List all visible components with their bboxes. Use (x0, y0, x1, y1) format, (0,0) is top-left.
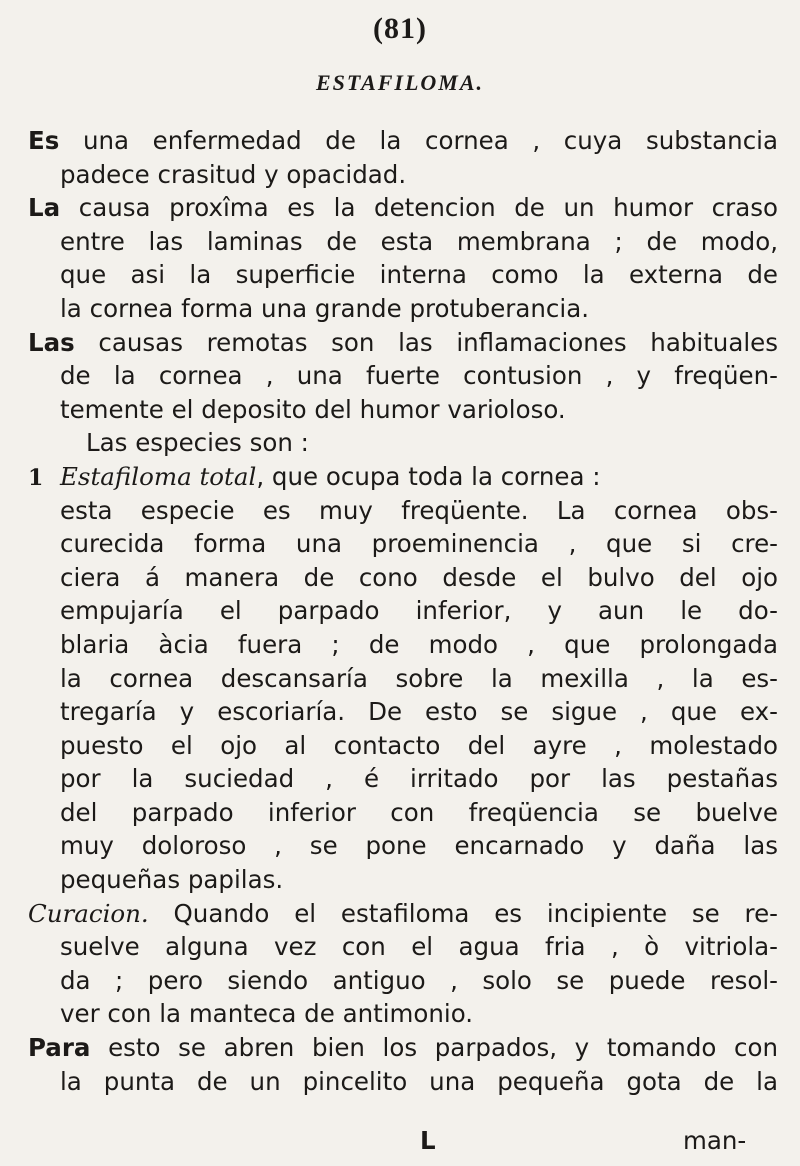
lead-word: Curacion. (28, 898, 149, 928)
text-line: curecida forma una proeminencia , que si cre- (60, 529, 778, 559)
text-line: suelve alguna vez con el agua fria , ò vitriola- (60, 932, 778, 962)
lead-word: La (28, 193, 61, 223)
text-line (28, 191, 778, 225)
text-line: ciera á manera de cono desde el bulvo del ojo (60, 562, 778, 592)
signature-mark: L (420, 1126, 436, 1155)
lead-word: Las (28, 327, 75, 357)
text-line: la cornea forma una grande protuberancia. (60, 293, 589, 323)
text-line (28, 326, 778, 360)
text-line: pequeñas papilas. (60, 865, 284, 895)
line-text: causas remotas son las inflamaciones habituales (74, 327, 778, 357)
item-number: 1 (28, 464, 44, 491)
text-line (28, 460, 778, 494)
line-text: una enfermedad de la cornea , cuya substancia (59, 126, 778, 155)
lead-word: Es (28, 126, 60, 155)
text-line: ver con la manteca de antimonio. (60, 999, 474, 1029)
line-text: causa proxîma es la detencion de un humor craso (60, 193, 778, 223)
text-line: padece crasitud y opacidad. (60, 159, 407, 189)
text-line: de la cornea , una fuerte contusion , y freqüen- (60, 361, 778, 391)
text-line: blaria àcia fuera ; de modo , que prolongada (60, 629, 778, 659)
lead-word: Para (28, 1033, 91, 1063)
page-footer (0, 1126, 800, 1162)
text-line: tregaría y escoriaría. De esto se sigue , que ex- (60, 697, 778, 727)
text-line: temente el deposito del humor varioloso. (60, 394, 566, 424)
text-line: empujaría el parpado inferior, y aun le do- (60, 596, 778, 626)
text-line: la cornea descansaría sobre la mexilla , la es- (60, 663, 778, 693)
paragraph-treatment (28, 897, 778, 1031)
text-line: esta especie es muy freqüente. La cornea obs- (60, 495, 778, 525)
text-line: del parpado inferior con freqüencia se buelve (60, 797, 778, 827)
page-number: (81) (373, 12, 427, 45)
text-line: da ; pero siendo antiguo , solo se puede resol- (60, 965, 778, 995)
body-text (28, 124, 778, 1098)
item-title: Estafiloma total (60, 461, 257, 491)
text-line: que asi la superficie interna como la externa de (60, 260, 778, 290)
paragraph-cause (28, 191, 778, 325)
text-line (28, 1031, 778, 1065)
text-line (28, 897, 778, 931)
text-line: la punta de un pincelito una pequeña gota de la (60, 1066, 778, 1096)
text-line: puesto el ojo al contacto del ayre , molestado (60, 730, 778, 760)
text-line: Las especies son : (86, 428, 309, 458)
text-line: entre las laminas de esta membrana ; de modo, (60, 226, 778, 256)
paragraph-remote-causes (28, 326, 778, 427)
text-line: por la suciedad , é irritado por las pestañas (60, 764, 778, 794)
line-text: esto se abren bien los parpados, y tomando con (90, 1033, 778, 1063)
text-line (28, 124, 778, 158)
catchword: man- (683, 1126, 747, 1155)
paragraph-procedure (28, 1031, 778, 1098)
paragraph-definition (28, 124, 778, 191)
section-heading: ESTAFILOMA. (315, 70, 485, 95)
paragraph-species-intro (28, 426, 778, 460)
line-text: , que ocupa toda la cornea : (256, 461, 601, 491)
text-line: muy doloroso , se pone encarnado y daña las (60, 831, 778, 861)
line-text: Quando el estafiloma es incipiente se re- (148, 898, 778, 928)
paragraph-total-staphyloma (28, 460, 778, 897)
